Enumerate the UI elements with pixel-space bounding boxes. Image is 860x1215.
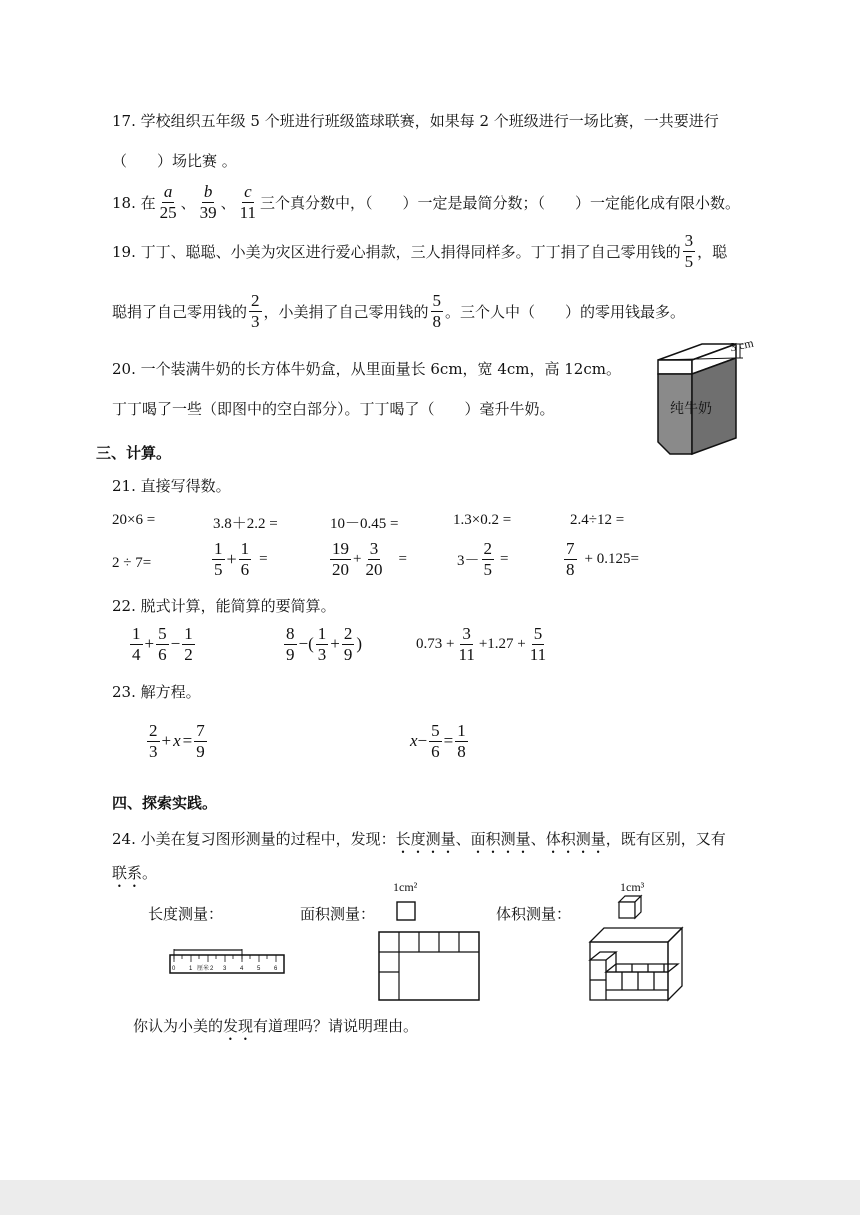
ruler-tick-6: 6 [274, 966, 278, 972]
question-23-title: 23. 解方程。 [112, 683, 201, 701]
area-grid-figure [377, 930, 481, 1002]
calc-6: 2 ÷ 7= [112, 555, 152, 571]
question-18 [112, 183, 740, 222]
question-19-line1-end: ，聪 [697, 242, 728, 261]
question-17-line2: （ ）场比赛 。 [112, 152, 237, 170]
question-19-line2 [112, 292, 685, 331]
term-length: 长度测量 [395, 830, 456, 848]
equation-23-1: $\frac{2}{3}$ + x = $\frac{7}{9}$ [149, 721, 205, 761]
fraction-5-8: $\frac{5}{8}$ [432, 291, 442, 331]
page-bottom-band [0, 1180, 860, 1215]
ruler-tick-2: 2 [210, 966, 214, 972]
calc-7: $\frac{1}{5}$ + $\frac{1}{6}$ = [214, 539, 268, 579]
question-19-line1 [112, 232, 727, 271]
question-22-title: 22. 脱式计算，能简算的要简算。 [112, 597, 336, 615]
calc-9: 3－ $\frac{2}{5}$ = [457, 539, 509, 579]
milk-box-label: 纯牛奶 [670, 401, 712, 417]
calc-1: 20×6 = [112, 512, 156, 528]
question-19-text-b: ，小美捐了自己零用钱的 [263, 302, 429, 321]
question-21-title: 21. 直接写得数。 [112, 477, 231, 495]
fraction-c-11: $\frac{c}{11}$ [239, 182, 257, 222]
calc-10: $\frac{7}{8}$ + 0.125= [566, 539, 639, 579]
label-area: 面积测量： [300, 905, 376, 923]
unit-area-label: 1cm² [393, 880, 418, 894]
question-24-line2: 联系。 [112, 864, 158, 882]
fraction-3-5: $\frac{3}{5}$ [684, 231, 694, 271]
milk-box-dimension-label: 3 cm [728, 335, 755, 355]
term-area: 面积测量 [470, 830, 531, 848]
calc-8: $\frac{19}{20}$ + $\frac{3}{20}$ = [332, 539, 407, 579]
ruler-figure [168, 945, 288, 977]
question-20-line1: 20. 一个装满牛奶的长方体牛奶盒，从里面量长 6cm，宽 4cm，高 12cm。 [112, 360, 621, 378]
question-18-prefix: 18. 在 [112, 193, 156, 212]
calc-2: 3.8＋2.2 = [213, 516, 278, 532]
fraction-b-39: $\frac{b}{39}$ [199, 182, 217, 222]
ruler-unit: 厘米 [197, 966, 210, 972]
ruler-tick-0: 0 [172, 966, 176, 972]
question-24-line1: 24. 小美在复习图形测量的过程中，发现：长度测量、面积测量、体积测量，既有区别，又有 [112, 830, 726, 848]
fraction-2-3: $\frac{2}{3}$ [251, 291, 260, 331]
term-volume: 体积测量 [545, 830, 606, 848]
question-19-text-a: 聪捐了自己零用钱的 [112, 302, 248, 321]
calc-5: 2.4÷12 = [570, 512, 625, 528]
label-volume: 体积测量： [496, 905, 572, 923]
section-3-title: 三、计算。 [96, 444, 172, 462]
ruler-tick-4: 4 [240, 966, 244, 972]
ruler-tick-5: 5 [257, 966, 261, 972]
separator: 、 [220, 193, 236, 212]
label-length: 长度测量： [148, 905, 224, 923]
separator: 、 [180, 193, 196, 212]
expression-22-3: 0.73 + $\frac{3}{11}$ +1.27 + $\frac{5}{11}$ [416, 624, 547, 664]
ruler-tick-3: 3 [223, 966, 227, 972]
question-24-text-b: ，既有区别，又有 [605, 830, 726, 848]
volume-box-figure [586, 924, 686, 1004]
question-24-text-a: 24. 小美在复习图形测量的过程中，发现： [112, 830, 396, 848]
question-20-line2: 丁丁喝了一些（即图中的空白部分）。丁丁喝了（ ）毫升牛奶。 [112, 400, 555, 418]
question-24-prompt: 你认为小美的发现有道理吗？请说明理由。 [133, 1017, 419, 1035]
expression-22-1: $\frac{1}{4}$ + $\frac{5}{6}$ − $\frac{1}{2}$ [132, 624, 193, 664]
question-18-suffix: 三个真分数中，（ ）一定是最简分数；（ ）一定能化成有限小数。 [260, 193, 741, 212]
calc-3: 10－0.45 = [330, 516, 399, 532]
unit-square-figure [396, 900, 416, 922]
fraction-a-25: $\frac{a}{25}$ [159, 182, 177, 222]
ruler-tick-1: 1 [189, 966, 193, 972]
equation-23-2: x − $\frac{5}{6}$ = $\frac{1}{8}$ [410, 721, 466, 761]
unit-volume-label: 1cm³ [620, 880, 645, 894]
question-17-line1: 17. 学校组织五年级 5 个班进行班级篮球联赛，如果每 2 个班级进行一场比赛，一共要进行 [112, 112, 719, 130]
calc-4: 1.3×0.2 = [453, 512, 512, 528]
question-19-text: 19. 丁丁、聪聪、小美为灾区进行爱心捐款，三人捐得同样多。丁丁捐了自己零用钱的 [112, 242, 681, 261]
unit-cube-figure [617, 894, 643, 922]
expression-22-2: $\frac{8}{9}$ −( $\frac{1}{3}$ + $\frac{2}{9}$ ) [286, 624, 363, 664]
section-4-title: 四、探索实践。 [112, 794, 218, 812]
question-19-text-c: 。三个人中（ ）的零用钱最多。 [445, 302, 686, 321]
